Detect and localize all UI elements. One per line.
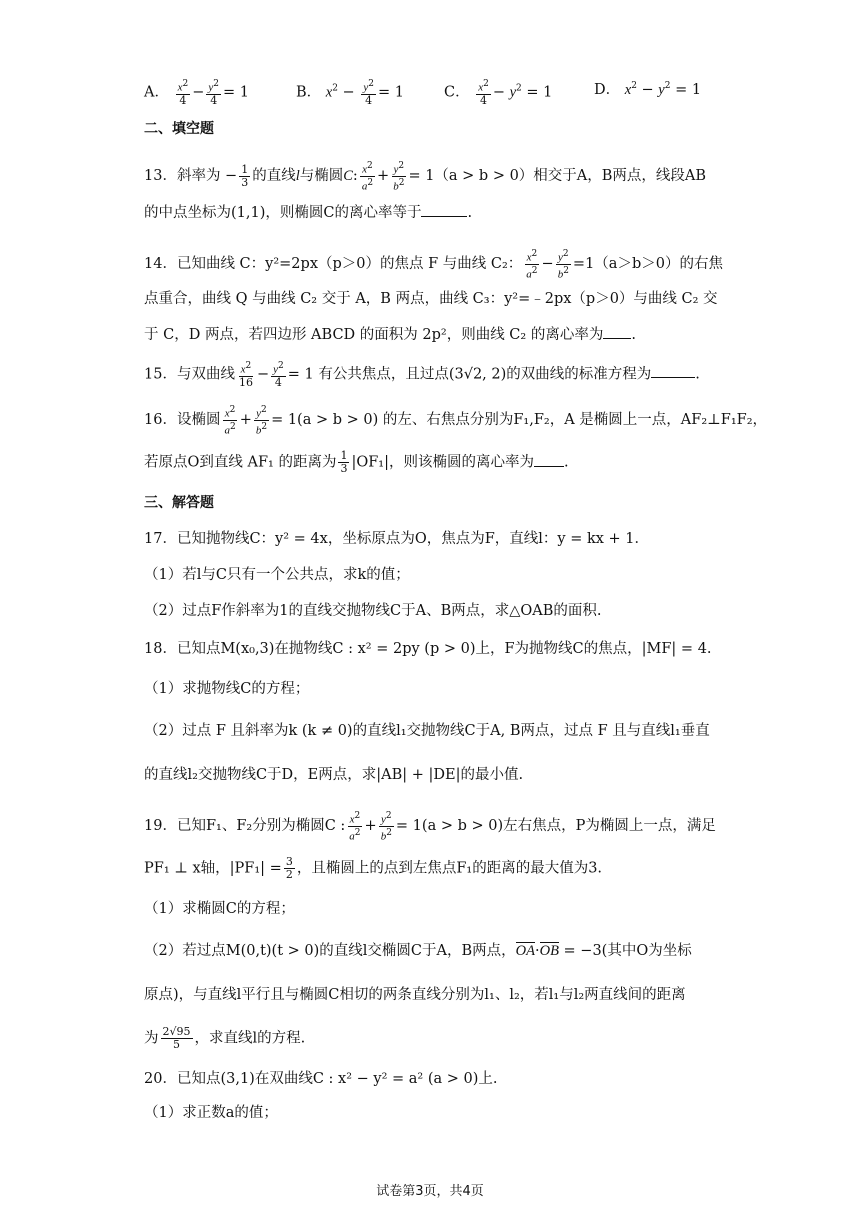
question-19-part2d: 为 $\frac{2√95}{5}$ ，求直线l的方程.: [144, 1025, 306, 1051]
answer-blank[interactable]: [651, 363, 695, 378]
option-label: C．: [444, 84, 470, 101]
text: ，求直线l的方程.: [194, 1030, 306, 1047]
option-c: C． $\frac{x^2}{4}$ − $y^2 = 1$: [444, 79, 553, 107]
text: 19．已知F₁、F₂分别为椭圆C :: [144, 818, 346, 835]
question-16-line2: 若原点O到直线 AF₁ 的距离为 $\frac{1}{3}$ |OF₁|，则该椭圆的离心率为 .: [144, 449, 569, 475]
answer-blank[interactable]: [534, 452, 564, 467]
text: 若原点O到直线 AF₁ 的距离为: [144, 454, 337, 471]
option-label: A．: [144, 84, 169, 101]
question-13-line1: 13．斜率为 − $\frac{1}{3}$ 的直线l与椭圆C: $\frac{x^2}{a^2}$ + $\frac{y^2}{b^2}$ = 1（a > b > 0）相交于A，B两点，线段AB: [144, 161, 707, 193]
text: 16．设椭圆: [144, 412, 221, 429]
text: = 1(a > b > 0)左右焦点，P为椭圆上一点，满足: [395, 818, 716, 835]
page-footer: 试卷第3页，共4页: [376, 1184, 484, 1199]
option-a: A． $\frac{x^2}{4}$ − $\frac{y^2}{4}$ = 1: [144, 79, 249, 107]
question-20-line1: 20．已知点(3,1)在双曲线C : x² − y² = a² (a > 0)上.: [144, 1071, 498, 1087]
text: 的中点坐标为(1,1)，则椭圆C的离心率等于: [144, 205, 422, 221]
option-b: B． $x^2$ − $\frac{y^2}{4}$ = 1: [296, 79, 404, 107]
text: 与椭圆: [299, 168, 344, 185]
question-19-part1: （1）求椭圆C的方程；: [144, 901, 295, 917]
answer-blank[interactable]: [421, 202, 467, 217]
question-17-line1: 17．已知抛物线C：y² = 4x，坐标原点为O，焦点为F，直线l：y = kx + 1．: [144, 531, 650, 547]
question-19-line1: 19．已知F₁、F₂分别为椭圆C : $\frac{x^2}{a^2}$ + $\frac{y^2}{b^2}$ = 1(a > b > 0)左右焦点，P为椭圆上一点，满足: [144, 811, 716, 843]
section-heading-fill-in: 二、填空题: [144, 121, 214, 137]
answer-blank[interactable]: [603, 324, 631, 339]
question-number: 13．: [144, 168, 177, 185]
question-18-part1: （1）求抛物线C的方程；: [144, 681, 310, 697]
text: 的直线: [252, 168, 296, 185]
text: .: [563, 454, 569, 471]
section-heading-solve: 三、解答题: [144, 495, 214, 511]
text: = 1(a > b > 0) 的左、右焦点分别为F₁,F₂，A 是椭圆上一点，AF₂⊥F₁F₂，: [271, 412, 768, 429]
question-14-line1: 14．已知曲线 C：y²=2px（p＞0）的焦点 F 与曲线 C₂： $\frac{x^2}{a^2}$ − $\frac{y^2}{b^2}$ =1（a＞b＞0）的右焦: [144, 249, 723, 281]
option-label: B．: [296, 84, 322, 101]
question-14-line2: 点重合，曲线 Q 与曲线 C₂ 交于 A，B 两点，曲线 C₃：y²=﹣2px（p＞0）与曲线 C₂ 交: [144, 291, 718, 307]
text: = 1 有公共焦点，且过点(3√2, 2)的双曲线的标准方程为: [287, 366, 652, 383]
text: |OF₁|，则该椭圆的离心率为: [351, 454, 534, 471]
text: 斜率为: [176, 168, 221, 185]
question-19-part2a: （2）若过点M(0,t)(t > 0)的直线l交椭圆C于A，B两点，OA·OB = −3(其中O为坐标: [144, 943, 692, 959]
text: ，且椭圆上的点到左焦点F₁的距离的最大值为3.: [296, 860, 603, 877]
text: = −3(其中O为坐标: [563, 943, 692, 959]
text: 于 C，D 两点，若四边形 ABCD 的面积为 2p²，则曲线 C₂ 的离心率为: [144, 327, 604, 343]
text: .: [631, 327, 636, 343]
question-14-line3: [144, 324, 636, 344]
question-20-part1: （1）求正数a的值；: [144, 1105, 278, 1121]
question-17-part1: （1）若l与C只有一个公共点，求k的值；: [144, 567, 410, 583]
text: 15．与双曲线: [144, 366, 235, 383]
question-18-line1: 18．已知点M(x₀,3)在抛物线C : x² = 2py (p > 0)上，F为抛物线C的焦点，|MF| = 4.: [144, 641, 712, 657]
question-18-part2b: 的直线l₂交抛物线C于D，E两点，求|AB| + |DE|的最小值.: [144, 767, 524, 783]
question-16-line1: 16．设椭圆 $\frac{x^2}{a^2}$ + $\frac{y^2}{b^2}$ = 1(a > b > 0) 的左、右焦点分别为F₁,F₂，A 是椭圆上一点，AF₂⊥F₁F₂，: [144, 405, 768, 437]
question-17-part2: （2）过点F作斜率为1的直线交抛物线C于A、B两点，求△OAB的面积.: [144, 603, 602, 619]
text: 为: [144, 1030, 159, 1047]
text: （2）若过点M(0,t)(t > 0)的直线l交椭圆C于A，B两点，: [144, 943, 516, 959]
question-19-part2c: 原点)，与直线l平行且与椭圆C相切的两条直线分别为l₁、l₂，若l₁与l₂两直线间的距离: [144, 987, 686, 1003]
text: （a > b > 0）相交于A，B两点，线段AB: [434, 168, 707, 185]
option-d: D． $x^2 - y^2 = 1$: [594, 81, 702, 98]
text: .: [695, 366, 700, 383]
text: PF₁ ⊥ x轴，|PF₁| =: [144, 860, 282, 877]
question-18-part2a: （2）过点 F 且斜率为k (k ≠ 0)的直线l₁交抛物线C于A, B两点，过点 F 且与直线l₁垂直: [144, 723, 710, 739]
question-15: 15．与双曲线 $\frac{x^2}{16}$ − $\frac{y^2}{4}$ = 1 有公共焦点，且过点(3√2, 2)的双曲线的标准方程为 .: [144, 361, 700, 389]
question-19-line2: PF₁ ⊥ x轴，|PF₁| = $\frac{3}{2}$ ，且椭圆上的点到左焦点F₁的距离的最大值为3.: [144, 855, 603, 881]
question-13-line2: [144, 202, 472, 222]
text: 14．已知曲线 C：y²=2px（p＞0）的焦点 F 与曲线 C₂：: [144, 256, 523, 273]
text: .: [467, 205, 473, 221]
option-label: D．: [594, 82, 621, 98]
text: =1（a＞b＞0）的右焦: [572, 256, 723, 273]
